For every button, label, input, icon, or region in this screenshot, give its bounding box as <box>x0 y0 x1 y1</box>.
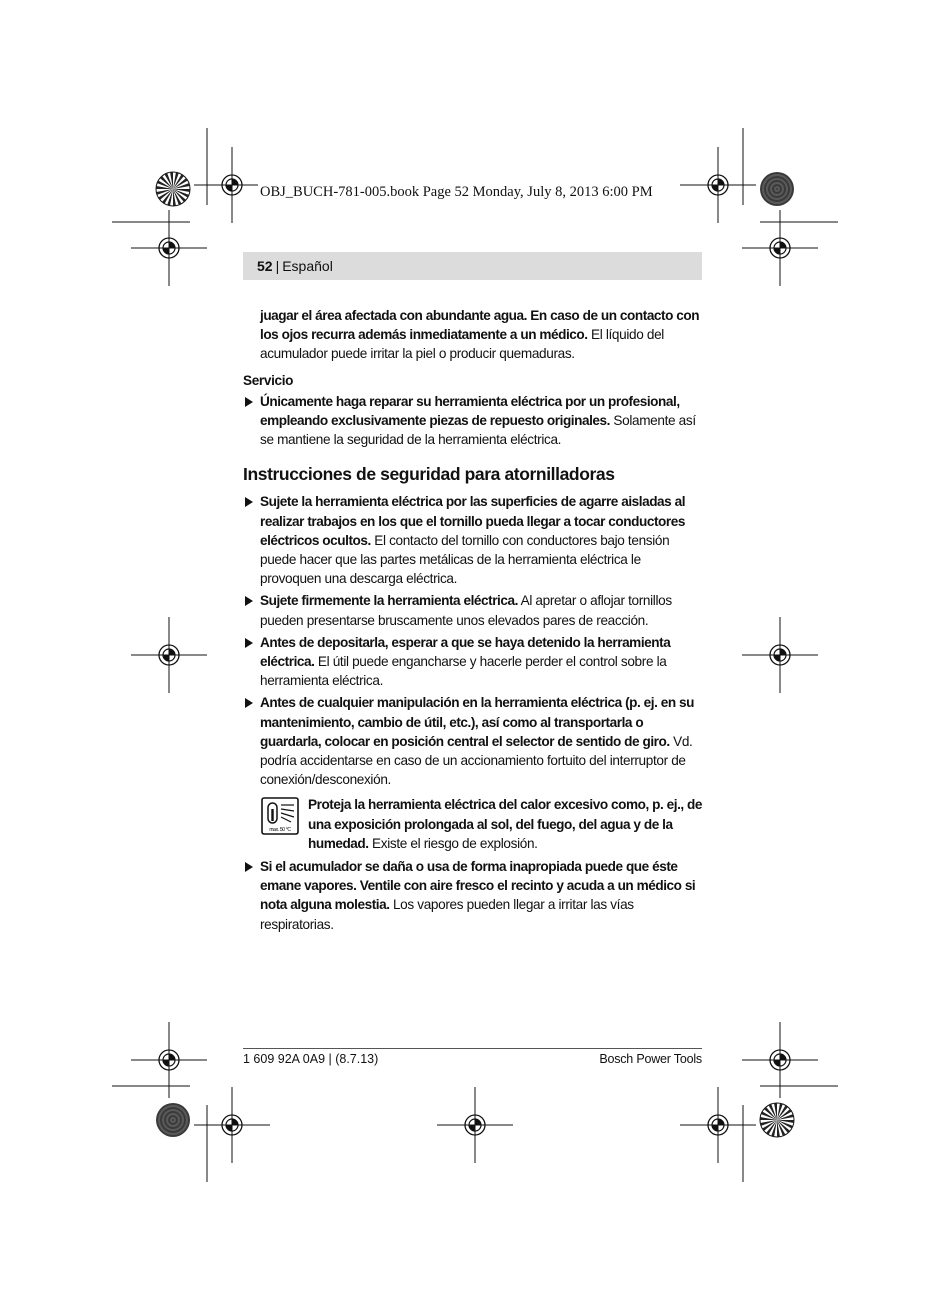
crosshair-mark <box>131 617 207 693</box>
crosshair-mark <box>437 1087 513 1163</box>
servicio-title: Servicio <box>243 372 294 388</box>
continuation-text: El líquido del acumulador puede irritar la piel o producir quemaduras. <box>260 327 664 362</box>
gray-disc-mark <box>760 172 794 206</box>
bullet-text: Los vapores pueden llegar a irritar las vías respiratorias. <box>260 897 634 932</box>
header-language: Español <box>282 258 333 274</box>
starburst-mark <box>760 1103 794 1137</box>
continuation-paragraph <box>260 306 703 364</box>
safety-bullet <box>243 492 703 588</box>
bullet-triangle-icon <box>245 596 253 606</box>
bullet-text: El útil puede engancharse y hacerle perder el control sobre la herramienta eléctrica. <box>260 654 667 689</box>
safety-bullet <box>243 633 703 691</box>
bullet-text: Vd. podría accidentarse en caso de un accionamiento fortuito del interruptor de conexión/desconexión. <box>260 733 693 788</box>
section-title: Instrucciones de seguridad para atornilladoras <box>243 464 615 485</box>
bullet-triangle-icon <box>245 397 253 407</box>
crosshair-mark <box>194 1087 270 1163</box>
footer-rule <box>243 1048 702 1049</box>
header-separator: | <box>275 258 280 274</box>
heat-icon-text: max. 50 °C <box>269 827 291 834</box>
note-bold: Proteja la herramienta eléctrica del calor excesivo como, p. ej., de una exposición prolongada al sol, del fuego, del agua y de la humedad. <box>308 797 703 851</box>
bullet-bold: Antes de depositarla, esperar a que se haya detenido la herramienta eléctrica. <box>260 634 671 670</box>
bullet-triangle-icon <box>245 698 253 708</box>
safety-bullet <box>243 591 703 629</box>
bullet-triangle-icon <box>245 638 253 648</box>
bullet-triangle-icon <box>245 862 253 872</box>
bullet-triangle-icon <box>245 497 253 507</box>
safety-bullet <box>243 857 703 934</box>
servicio-bullet <box>243 392 703 450</box>
heat-warning-note <box>243 795 703 853</box>
crosshair-mark <box>742 210 818 286</box>
bullet-bold: Únicamente haga reparar su herramienta eléctrica por un profesional, empleando exclusivamente piezas de repuesto originales. <box>260 393 680 429</box>
footer-brand: Bosch Power Tools <box>599 1052 702 1066</box>
continuation-bold: juagar el área afectada con abundante agua. En caso de un contacto con los ojos recurra además inmediatamente a un médico. <box>260 308 700 343</box>
bullet-text: El contacto del tornillo con conductores bajo tensión puede hacer que las partes metálicas de la herramienta eléctrica le provoquen una descarga eléctrica. <box>260 532 670 587</box>
slug-line: OBJ_BUCH-781-005.book Page 52 Monday, July 8, 2013 6:00 PM <box>260 184 653 200</box>
page-content <box>243 306 703 937</box>
crosshair-mark <box>131 1022 207 1098</box>
bullet-text: Al apretar o aflojar tornillos pueden presentarse bruscamente unos elevados pares de reacción. <box>260 593 672 628</box>
bullet-bold: Sujete la herramienta eléctrica por las superficies de agarre aisladas al realizar trabajos en los que el tornillo pueda llegar a tocar conductores eléctricos ocultos. <box>260 494 686 548</box>
crosshair-mark <box>742 1022 818 1098</box>
bullet-bold: Sujete firmemente la herramienta eléctrica. <box>260 593 518 609</box>
starburst-mark <box>156 172 190 206</box>
bullet-text: Solamente así se mantiene la seguridad de la herramienta eléctrica. <box>260 413 696 448</box>
bullet-bold: Si el acumulador se daña o usa de forma inapropiada puede que éste emane vapores. Ventile con aire fresco el recinto y acuda a un médico si nota alguna molestia. <box>260 859 696 913</box>
bullet-bold: Antes de cualquier manipulación en la herramienta eléctrica (p. ej. en su mantenimiento, cambio de útil, etc.), así como al transportarla o guardarla, colocar en posición central el selector de sentido de giro. <box>260 695 695 749</box>
crosshair-mark <box>742 617 818 693</box>
safety-bullet <box>243 693 703 789</box>
crosshair-mark <box>680 147 756 223</box>
heat-warning-icon <box>261 797 299 835</box>
footer-doc-number: 1 609 92A 0A9 | (8.7.13) <box>243 1052 379 1066</box>
page-number: 52 <box>257 258 273 274</box>
page-header <box>243 252 702 280</box>
note-text: Existe el riesgo de explosión. <box>368 835 538 851</box>
gray-disc-mark <box>156 1103 190 1137</box>
crosshair-mark <box>680 1087 756 1163</box>
crosshair-mark <box>131 210 207 286</box>
